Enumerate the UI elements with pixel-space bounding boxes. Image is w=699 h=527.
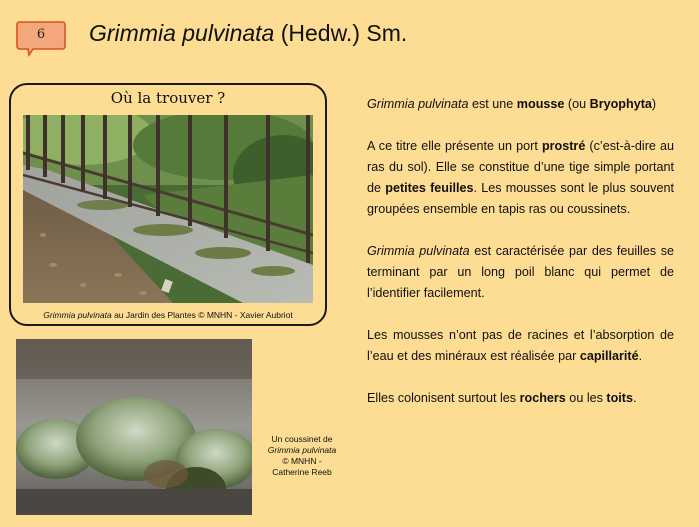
p5-text-1: Elles colonisent surtout les xyxy=(367,391,520,405)
where-to-find-title: Où la trouver ? xyxy=(110,89,226,107)
p2-bold-prostre: prostré xyxy=(541,139,586,153)
page-title xyxy=(89,20,407,47)
slide-number: 6 xyxy=(36,27,46,42)
paragraph-3 xyxy=(367,241,674,304)
p5-text-3: . xyxy=(633,391,637,405)
cushion-caption-line1: Un coussinet de xyxy=(271,434,333,444)
slide-number-badge xyxy=(16,21,66,52)
fence-photo-caption xyxy=(11,310,325,320)
p2-text-2: (c’est-à-dire au ras du sol). Elle se constitue d’une tige simple portant de xyxy=(367,139,674,195)
p4-text-2: . xyxy=(638,349,643,363)
p4-text-1: Les mousses n’ont pas de racines et l’absorption de l’eau et des minéraux est réalisée par xyxy=(367,328,674,363)
moss-cushion-photo xyxy=(16,339,252,515)
p1-text-2: (ou xyxy=(564,97,590,111)
paragraph-1 xyxy=(367,94,674,115)
p5-bold-rochers: rochers xyxy=(519,391,566,405)
p2-bold-petites-feuilles: petites feuilles xyxy=(385,181,474,195)
p2-text-1: A ce titre elle présente un port xyxy=(367,139,542,153)
p5-text-2: ou les xyxy=(565,391,607,405)
p1-bold-bryophyta: Bryophyta xyxy=(589,97,652,111)
title-author: (Hedw.) Sm. xyxy=(274,20,408,46)
fence-moss-photo xyxy=(23,115,313,303)
fence-caption-species: Grimmia pulvinata xyxy=(43,310,112,320)
p3-species: Grimmia pulvinata xyxy=(367,244,470,258)
p2-text-3: . Les mousses sont le plus souvent groupées ensemble en tapis ras ou coussinets. xyxy=(367,181,674,216)
p1-text-3: ) xyxy=(651,97,657,111)
p3-text-1: est caractérisée par des feuilles se terminant par un long poil blanc qui permet de l’identifier facilement. xyxy=(367,244,674,300)
p1-species: Grimmia pulvinata xyxy=(367,97,469,111)
p1-text-1: est une xyxy=(468,97,517,111)
p5-bold-toits: toits xyxy=(606,391,634,405)
cushion-caption-line3: © MNHN - xyxy=(282,456,322,466)
description-text xyxy=(367,94,674,430)
cushion-caption-line4: Catherine Reeb xyxy=(272,467,332,477)
cushion-photo-caption xyxy=(262,434,342,478)
cushion-caption-line2: Grimmia pulvinata xyxy=(267,445,337,455)
paragraph-4 xyxy=(367,325,674,367)
where-to-find-box xyxy=(9,83,327,326)
paragraph-2 xyxy=(367,136,674,220)
paragraph-5 xyxy=(367,388,674,409)
p1-bold-mousse: mousse xyxy=(516,97,565,111)
title-species: Grimmia pulvinata xyxy=(89,20,275,46)
p4-bold-capillarite: capillarité xyxy=(579,349,639,363)
fence-caption-rest: au Jardin des Plantes © MNHN - Xavier Aubriot xyxy=(111,310,293,320)
